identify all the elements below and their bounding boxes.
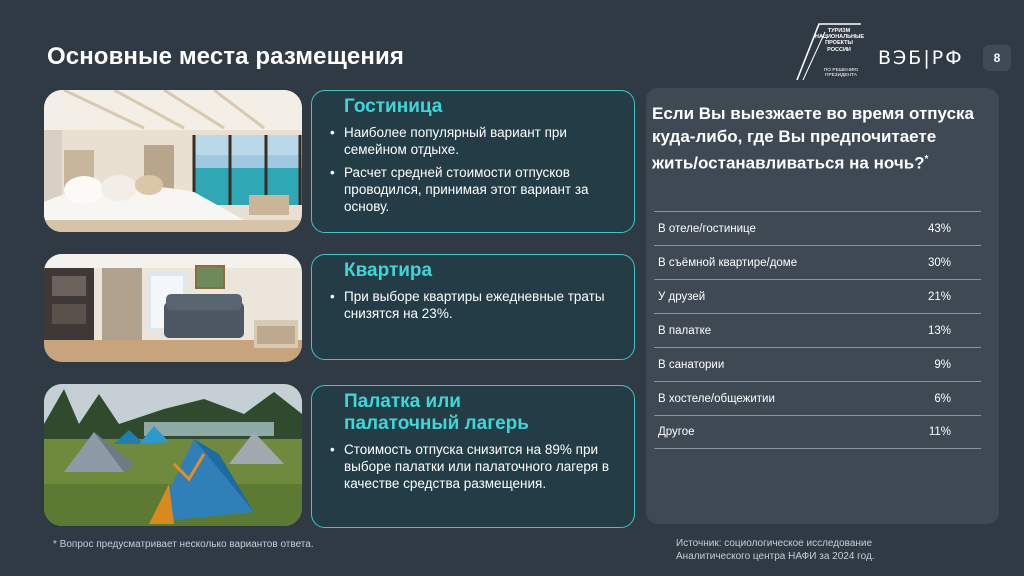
hotel-room-photo bbox=[44, 90, 302, 232]
survey-row bbox=[654, 313, 981, 347]
card-hotel-title: Гостиница bbox=[344, 96, 443, 117]
survey-table bbox=[654, 211, 981, 449]
survey-row-value: 11% bbox=[928, 426, 951, 438]
page-number: 8 bbox=[983, 45, 1011, 71]
survey-row-label: В санатории bbox=[658, 358, 725, 371]
card-tent-bullets bbox=[330, 441, 618, 492]
national-projects-logo bbox=[795, 20, 867, 82]
veb-logo: ВЭБ|РФ bbox=[878, 47, 964, 69]
card-apartment-title: Квартира bbox=[344, 260, 433, 281]
survey-row-value: 43% bbox=[927, 222, 951, 235]
survey-row-value: 21% bbox=[927, 290, 951, 303]
apartment-photo bbox=[44, 254, 302, 362]
card-hotel-bullets bbox=[330, 124, 618, 215]
survey-row-value: 6% bbox=[934, 392, 951, 405]
survey-row-label: У друзей bbox=[658, 290, 706, 303]
survey-row-value: 13% bbox=[927, 324, 951, 337]
card-tent-title: Палатка или палаточный лагерь bbox=[344, 391, 529, 434]
national-projects-logo-text: ТУРИЗМ НАЦИОНАЛЬНЫЕ ПРОЕКТЫ РОССИИ bbox=[815, 28, 865, 53]
card-apartment-bullets bbox=[330, 288, 618, 322]
survey-row-label: В хостеле/общежитии bbox=[658, 392, 775, 405]
card-apartment-bullet: • При выборе квартиры ежедневные траты снизятся на 23%. bbox=[330, 288, 618, 322]
survey-row bbox=[654, 245, 981, 279]
source-note: Источник: социологическое исследование Аналитического центра НАФИ за 2024 год. bbox=[676, 538, 875, 562]
survey-row-value: 9% bbox=[934, 358, 951, 371]
survey-row bbox=[654, 347, 981, 381]
card-hotel bbox=[311, 90, 635, 233]
survey-row bbox=[654, 279, 981, 313]
card-tent bbox=[311, 385, 635, 528]
page-title: Основные места размещения bbox=[47, 43, 404, 70]
card-hotel-bullet: • Наиболее популярный вариант при семейном отдыхе. bbox=[330, 124, 618, 158]
survey-row bbox=[654, 415, 981, 449]
survey-row-label: Другое bbox=[658, 426, 695, 438]
survey-question-text: Если Вы выезжаете во время отпуска куда-либо, где Вы предпочитаете жить/останавливаться на ночь? bbox=[652, 104, 975, 173]
survey-panel bbox=[646, 88, 999, 524]
card-tent-bullet: • Стоимость отпуска снизится на 89% при выборе палатки или палаточного лагеря в качестве средства размещения. bbox=[330, 441, 618, 492]
card-hotel-bullet: • Расчет средней стоимости отпусков проводился, принимая этот вариант за основу. bbox=[330, 164, 618, 215]
survey-row-label: В отеле/гостинице bbox=[658, 222, 756, 235]
survey-row-value: 30% bbox=[927, 256, 951, 269]
survey-question-mark: * bbox=[924, 154, 929, 165]
survey-question bbox=[652, 102, 982, 175]
survey-row bbox=[654, 381, 981, 415]
survey-row-label: В палатке bbox=[658, 324, 712, 337]
national-projects-logo-subtext: ПО РЕШЕНИЮ ПРЕЗИДЕНТА bbox=[823, 68, 859, 79]
survey-row bbox=[654, 211, 981, 245]
survey-row-label: В съёмной квартире/доме bbox=[658, 256, 798, 269]
card-apartment bbox=[311, 254, 635, 360]
tent-camp-photo bbox=[44, 384, 302, 526]
footnote: * Вопрос предусматривает несколько вариантов ответа. bbox=[53, 539, 314, 550]
